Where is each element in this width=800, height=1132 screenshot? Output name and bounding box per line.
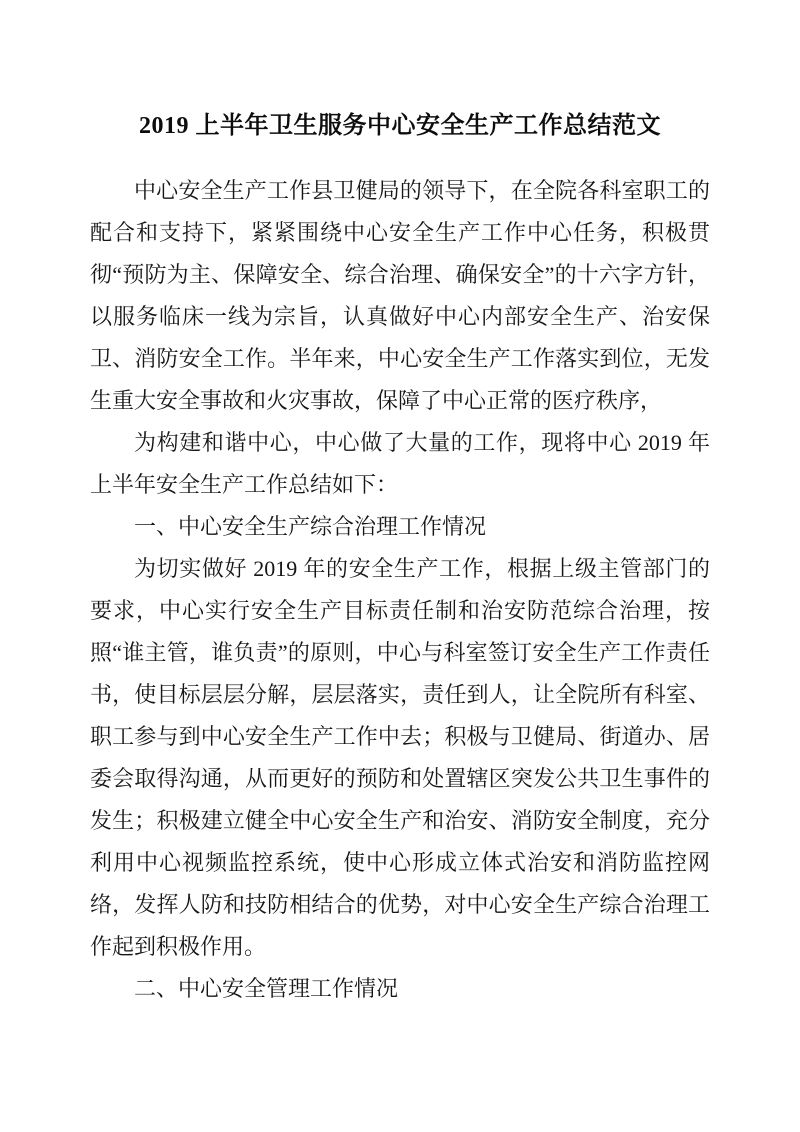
paragraph-section-1-body: 为切实做好 2019 年的安全生产工作，根据上级主管部门的要求，中心实行安全生产目标责任制和治安防范综合治理，按照“谁主管，谁负责”的原则，中心与科室签订安全生产工作责任书，使目标层层分解，层层落实，责任到人，让全院所有科室、职工参与到中心安全生产工作中去；积极与卫健局、街道办、居委会取得沟通，从而更好的预防和处置辖区突发公共卫生事件的发生；积极建立健全中心安全生产和治安、消防安全制度，充分利用中心视频监控系统，使中心形成立体式治安和消防监控网络，发挥人防和技防相结合的优势，对中心安全生产综合治理工作起到积极作用。 <box>90 556 710 959</box>
paragraph-summary-lead: 为构建和谐中心，中心做了大量的工作，现将中心 2019 年上半年安全生产工作总结如下： <box>90 430 710 497</box>
section-heading-1: 一、中心安全生产综合治理工作情况 <box>134 514 487 539</box>
paragraph-intro: 中心安全生产工作县卫健局的领导下，在全院各科室职工的配合和支持下，紧紧围绕中心安全生产工作中心任务，积极贯彻“预防为主、保障安全、综合治理、确保安全”的十六字方针，以服务临床一线为宗旨，认真做好中心内部安全生产、治安保卫、消防安全工作。半年来，中心安全生产工作落实到位，无发生重大安全事故和火灾事故，保障了中心正常的医疗秩序， <box>90 178 710 413</box>
document-title: 2019 上半年卫生服务中心安全生产工作总结范文 <box>139 113 661 139</box>
section-heading-2: 二、中心安全管理工作情况 <box>134 976 399 1001</box>
